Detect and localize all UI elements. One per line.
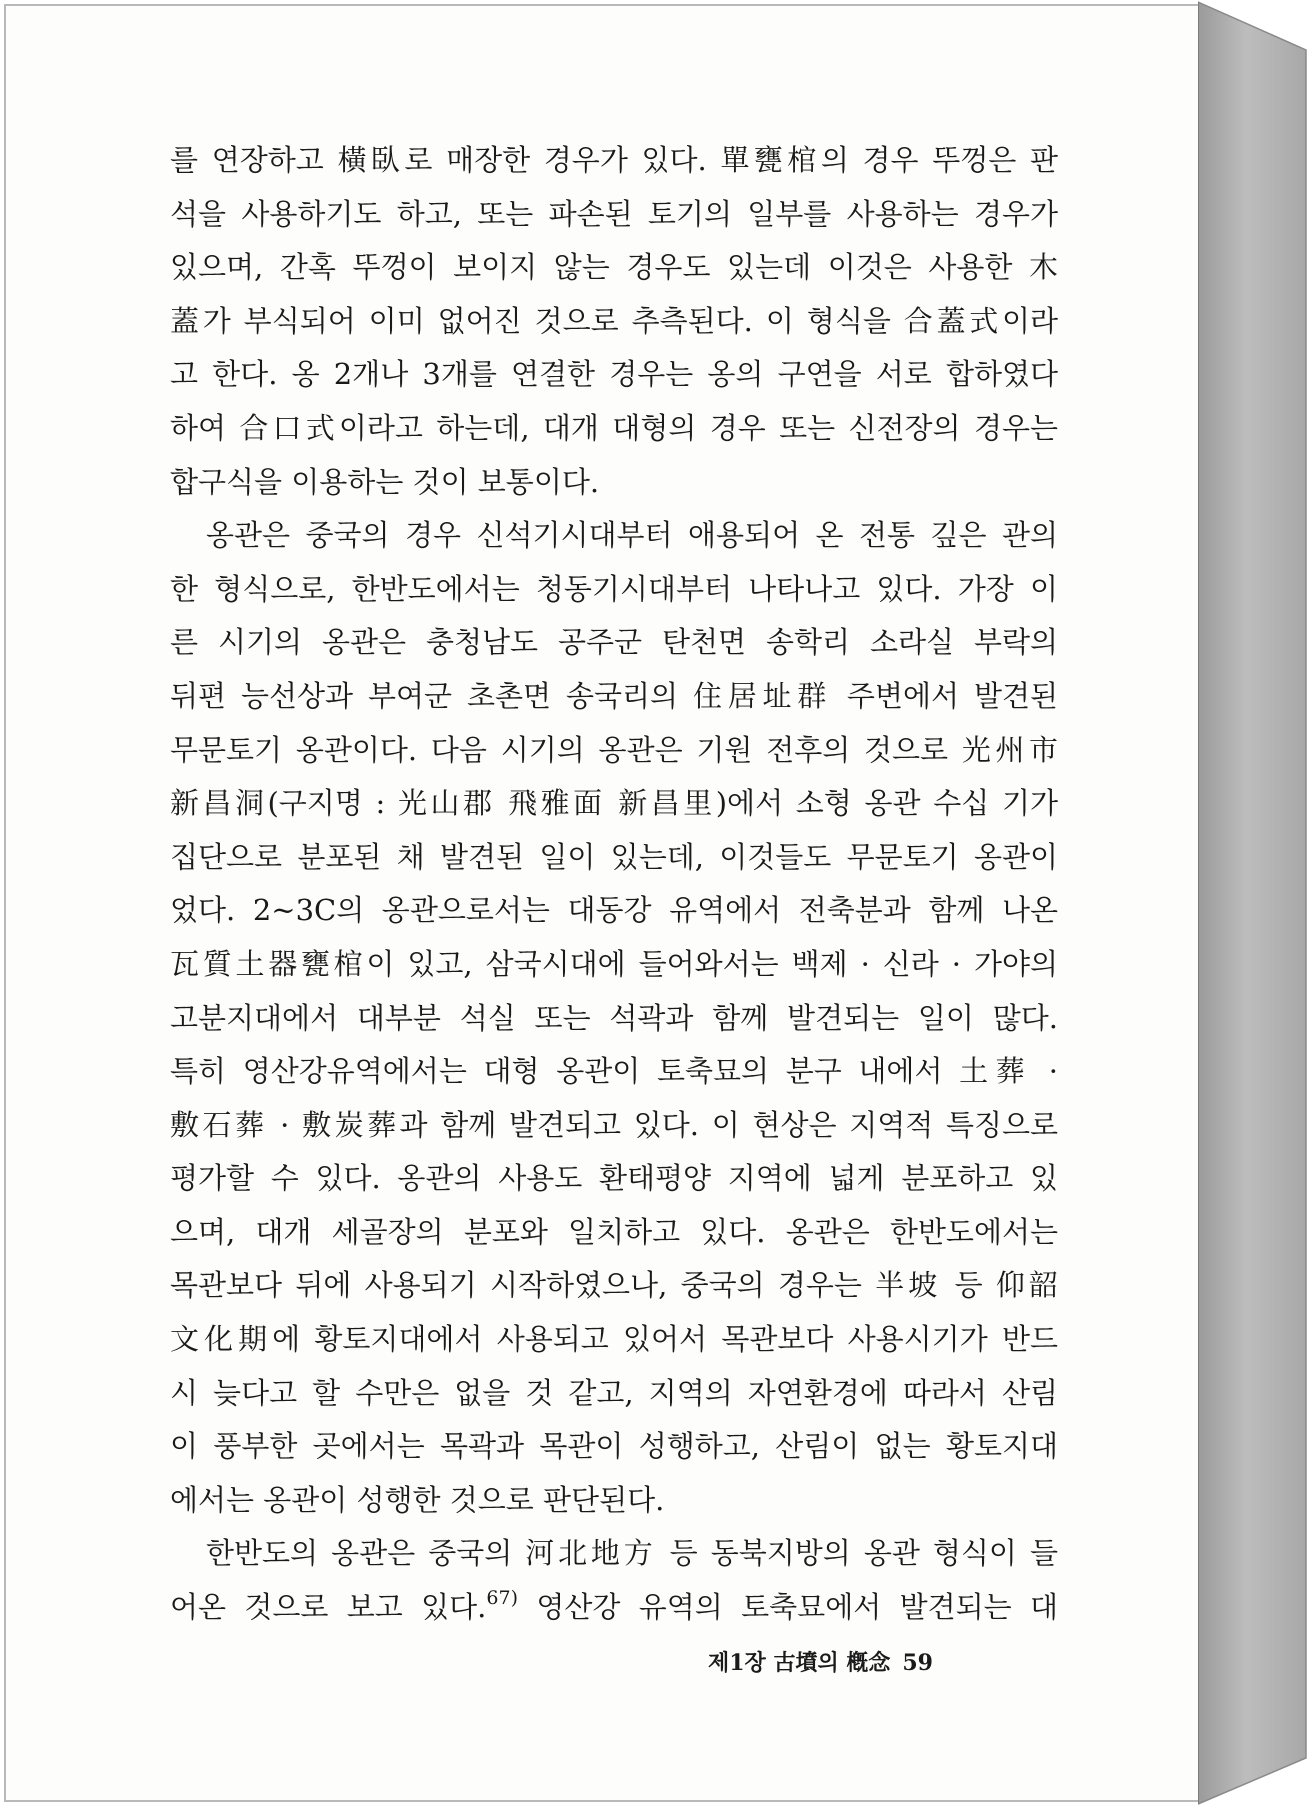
text-line: 옹관은 중국의 경우 신석기시대부터 애용되어 온 전통 깊은 관의 <box>206 518 1058 553</box>
text-line: 한반도의 옹관은 중국의 河北地方 등 동북지방의 옹관 형식이 들 <box>206 1536 1058 1571</box>
text-line: 이 풍부한 곳에서는 목곽과 목관이 성행하고, 산림이 없는 황토지대 <box>170 1429 1058 1464</box>
text-line-with-footnote <box>170 1581 1058 1635</box>
text-line: 蓋가 부식되어 이미 없어진 것으로 추측된다. 이 형식을 合蓋式이라 <box>170 303 1058 338</box>
text-line: 목관보다 뒤에 사용되기 시작하였으나, 중국의 경우는 半坡 등 仰韶 <box>170 1268 1058 1303</box>
text-fragment: 어온 것으로 보고 있다. <box>170 1590 487 1625</box>
text-line: 뒤편 능선상과 부여군 초촌면 송국리의 住居址群 주변에서 발견된 <box>170 678 1058 713</box>
text-line: 특히 영산강유역에서는 대형 옹관이 토축묘의 분구 내에서 土葬 · <box>170 1054 1058 1089</box>
text-line: 에서는 옹관이 성행한 것으로 판단된다. <box>170 1482 665 1517</box>
text-line: 를 연장하고 橫臥로 매장한 경우가 있다. 單甕棺의 경우 뚜껑은 판 <box>170 143 1058 177</box>
text-line: 있으며, 간혹 뚜껑이 보이지 않는 경우도 있는데 이것은 사용한 木 <box>170 250 1058 285</box>
text-line: 른 시기의 옹관은 충청남도 공주군 탄천면 송학리 소라실 부락의 <box>170 625 1058 660</box>
text-line: 고분지대에서 대부분 석실 또는 석곽과 함께 발견되는 일이 많다. <box>170 1000 1058 1035</box>
chapter-title: 제1장 古墳의 槪念 <box>707 1650 891 1676</box>
text-line: 敷石葬 · 敷炭葬과 함께 발견되고 있다. 이 현상은 지역적 특징으로 <box>170 1107 1058 1142</box>
text-line: 시 늦다고 할 수만은 없을 것 같고, 지역의 자연환경에 따라서 산림 <box>170 1375 1058 1410</box>
body-text <box>170 134 1058 1635</box>
footnote-marker: 67) <box>486 1587 518 1610</box>
text-line: 었다. 2~3C의 옹관으로서는 대동강 유역에서 전축분과 함께 나온 <box>170 893 1058 928</box>
page-number: 59 <box>902 1650 933 1676</box>
book-edge <box>1198 0 1310 1806</box>
text-line: 석을 사용하기도 하고, 또는 파손된 토기의 일부를 사용하는 경우가 <box>170 196 1058 231</box>
text-line: 瓦質土器甕棺이 있고, 삼국시대에 들어와서는 백제 · 신라 · 가야의 <box>170 946 1058 981</box>
text-fragment: 영산강 유역의 토축묘에서 발견되는 대 <box>536 1590 1058 1625</box>
page-stack-edge-graphic <box>1198 0 1310 1806</box>
text-line: 한 형식으로, 한반도에서는 청동기시대부터 나타나고 있다. 가장 이 <box>170 571 1058 606</box>
text-line: 평가할 수 있다. 옹관의 사용도 환태평양 지역에 넓게 분포하고 있 <box>170 1161 1058 1196</box>
text-line: 집단으로 분포된 채 발견된 일이 있는데, 이것들도 무문토기 옹관이 <box>170 839 1058 874</box>
text-line: 新昌洞(구지명 : 光山郡 飛雅面 新昌里)에서 소형 옹관 수십 기가 <box>170 786 1058 821</box>
text-line: 고 한다. 옹 2개나 3개를 연결한 경우는 옹의 구연을 서로 합하였다 <box>170 357 1058 392</box>
text-line: 文化期에 황토지대에서 사용되고 있어서 목관보다 사용시기가 반드 <box>170 1322 1058 1357</box>
running-footer <box>708 1646 933 1677</box>
text-line: 하여 合口式이라고 하는데, 대개 대형의 경우 또는 신전장의 경우는 <box>170 410 1058 445</box>
text-line: 합구식을 이용하는 것이 보통이다. <box>170 464 600 499</box>
page-sheet <box>4 4 1200 1802</box>
text-line: 으며, 대개 세골장의 분포와 일치하고 있다. 옹관은 한반도에서는 <box>170 1214 1058 1249</box>
text-line: 무문토기 옹관이다. 다음 시기의 옹관은 기원 전후의 것으로 光州市 <box>170 732 1058 767</box>
